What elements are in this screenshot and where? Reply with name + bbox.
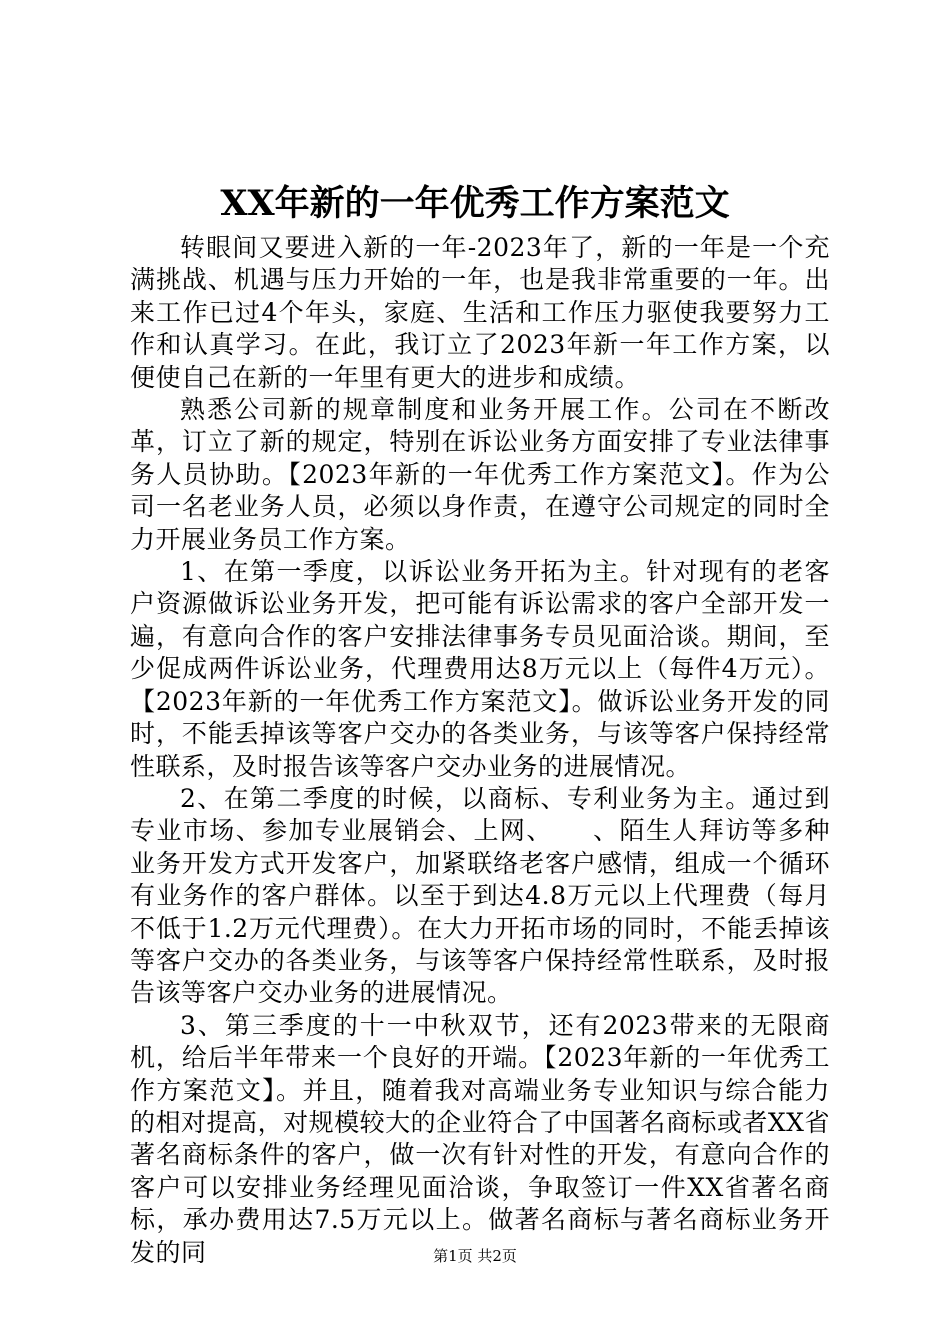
paragraph-rules: 熟悉公司新的规章制度和业务开展工作。公司在不断改革，订立了新的规定，特别在诉讼业务方面安排了专业法律事务人员协助。【2023年新的一年优秀工作方案范文】。作为公司一名老业务人员，必须以身作责，在遵守公司规定的同时全力开展业务员工作方案。 [130,395,830,554]
paragraph-q2: 2、在第二季度的时候，以商标、专利业务为主。通过到专业市场、参加专业展销会、上网、 、陌生人拜访等多种业务开发方式开发客户，加紧联络老客户感情，组成一个循环有业务作的客户群体。以至于到达4.8万元以上代理费（每月不低于1.2万元代理费）。在大力开拓市场的同时，不能丢掉该等客户交办的各类业务，与该等客户保持经常性联系，及时报告该等客户交办业务的进展情况。 [130,783,830,1008]
paragraph-q1: 1、在第一季度，以诉讼业务开拓为主。针对现有的老客户资源做诉讼业务开发，把可能有诉讼需求的客户全部开发一遍，有意向合作的客户安排法律事务专员见面洽谈。期间，至少促成两件诉讼业务，代理费用达8万元以上（每件4万元）。【2023年新的一年优秀工作方案范文】。做诉讼业务开发的同时，不能丢掉该等客户交办的各类业务，与该等客户保持经常性联系，及时报告该等客户交办业务的进展情况。 [130,557,830,781]
document-title: XX年新的一年优秀工作方案范文 [220,183,730,224]
page-number-footer: 第1页 共2页 [433,1247,517,1265]
paragraph-intro: 转眼间又要进入新的一年-2023年了，新的一年是一个充满挑战、机遇与压力开始的一年，也是我非常重要的一年。出来工作已过4个年头，家庭、生活和工作压力驱使我要努力工作和认真学习。在此，我订立了2023年新一年工作方案，以便使自己在新的一年里有更大的进步和成绩。 [130,233,830,392]
paragraph-q3: 3、第三季度的十一中秋双节，还有2023带来的无限商机，给后半年带来一个良好的开端。【2023年新的一年优秀工作方案范文】。并且，随着我对高端业务专业知识与综合能力的相对提高，对规模较大的企业符合了中国著名商标或者XX省著名商标条件的客户，做一次有针对性的开发，有意向合作的客户可以安排业务经理见面洽谈，争取签订一件XX省著名商标，承办费用达7.5万元以上。做著名商标与著名商标业务开发的同 [130,1010,830,1267]
document-body [130,232,830,1269]
